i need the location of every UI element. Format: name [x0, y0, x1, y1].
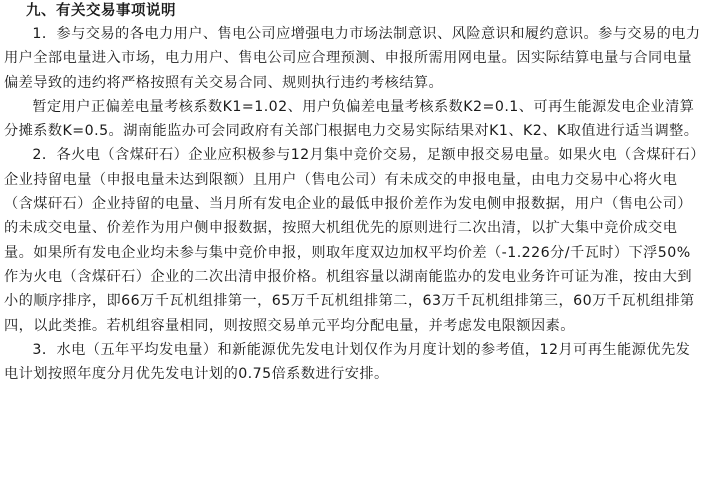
paragraph-2: 暂定用户正偏差电量考核系数K1=1.02、用户负偏差电量考核系数K2=0.1、可再生能源发电企业清算分摊系数K=0.5。湖南能监办可会同政府有关部门根据电力交易实际结果对K1、K2、K取值进行适当调整。 — [4, 98, 699, 140]
paragraph-3: 2．各火电（含煤矸石）企业应积极参与12月集中竞价交易，足额申报交易电量。如果火电（含煤矸石）企业持留电量（申报电量未达到限额）且用户（售电公司）有未成交的申报电量，由电力交易中心将火电（含煤矸石）企业持留的电量、当月所有发电企业的最低申报价差作为发电侧申报数据，用户（售电公司）的未成交电量、价差作为用户侧申报数据，按照大机组优先的原则进行二次出清，以扩大集中竞价成交电量。如果所有发电企业均未参与集中竞价申报，则取年度双边加权平均价差（-1.226分/千瓦时）下浮50%作为火电（含煤矸石）企业的二次出清申报价格。机组容量以湖南能监办的发电业务许可证为准，按由大到小的顺序排序，即66万千瓦机组排第一，65万千瓦机组排第二，63万千瓦机组排第三，60万千瓦机组排第四，以此类推。若机组容量相同，则按照交易单元平均分配电量，并考虑发电限额因素。 — [4, 147, 698, 334]
section-heading: 九、有关交易事项说明 — [26, 3, 176, 19]
paragraph-1: 1．参与交易的各电力用户、售电公司应增强电力市场法制意识、风险意识和履约意识。参与交易的电力用户全部电量进入市场，电力用户、售电公司应合理预测、申报所需用网电量。因实际结算电量与合同电量偏差导致的违约将严格按照有关交易合同、规则执行违约考核结算。 — [4, 26, 701, 91]
paragraph-4: 3．水电（五年平均发电量）和新能源优先发电计划仅作为月度计划的参考值，12月可再生能源优先发电计划按照年度分月优先发电计划的0.75倍系数进行安排。 — [4, 341, 691, 383]
